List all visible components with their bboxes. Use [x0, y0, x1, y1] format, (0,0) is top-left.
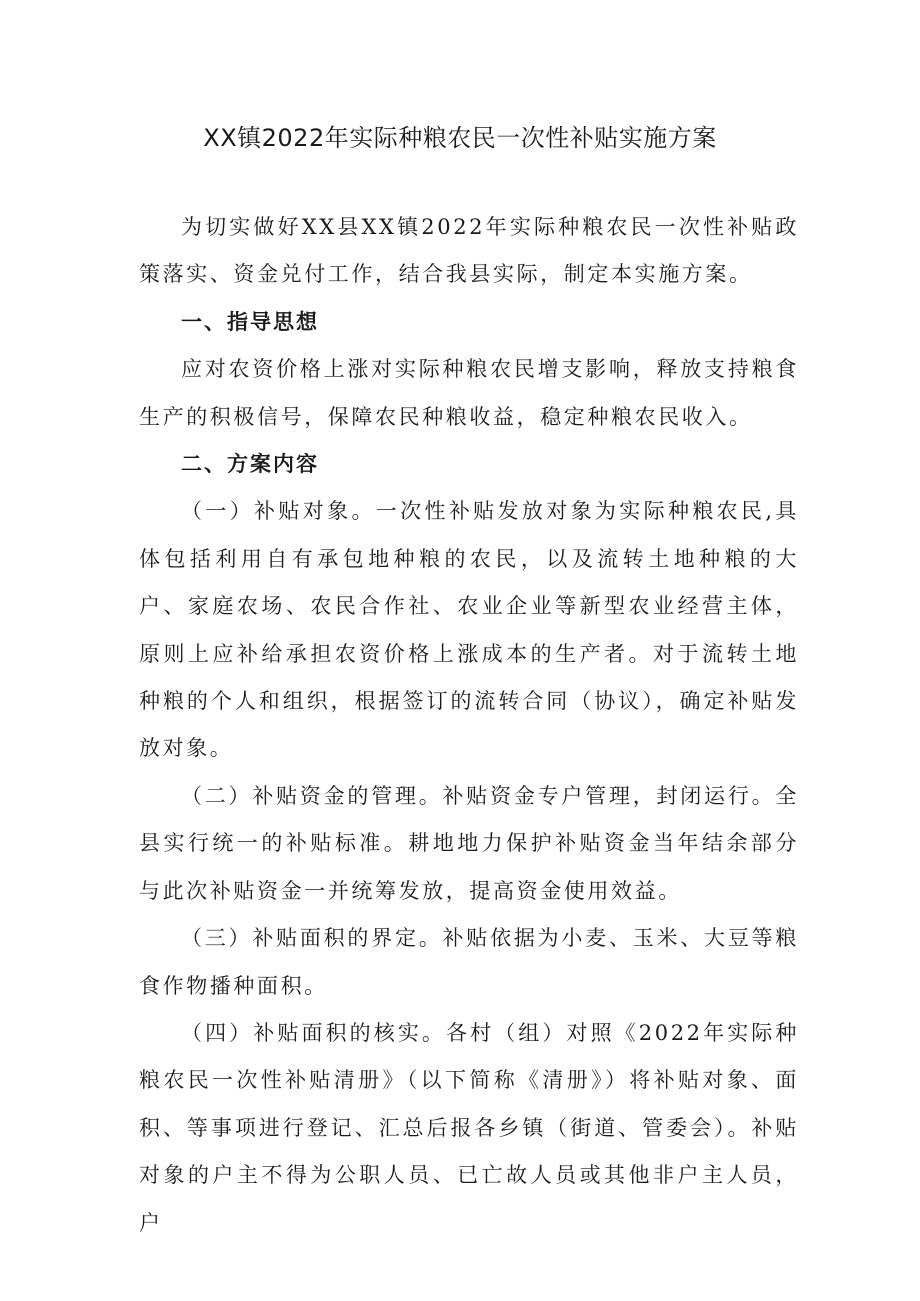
- section2-paragraph-subsidy-target: （一）补贴对象。一次性补贴发放对象为实际种粮农民,具体包括利用自有承包地种粮的农民，以及流转土地种粮的大户、家庭农场、农民合作社、农业企业等新型农业经营主体，原则上应补给承担农资价格上涨成本的生产者。对于流转土地种粮的个人和组织，根据签订的流转合同（协议），确定补贴发放对象。: [139, 499, 799, 761]
- intro-paragraph: 为切实做好XX县XX镇2022年实际种粮农民一次性补贴政策落实、资金兑付工作，结合我县实际，制定本实施方案。: [139, 215, 799, 287]
- section-heading-plan-content: 二、方案内容: [181, 452, 319, 477]
- document-title: XX镇2022年实际种粮农民一次性补贴实施方案: [203, 124, 717, 152]
- document-body: [139, 204, 799, 1247]
- section2-paragraph-area-definition: （三）补贴面积的界定。补贴依据为小麦、玉米、大豆等粮食作物播种面积。: [139, 926, 799, 998]
- section1-paragraph: 应对农资价格上涨对实际种粮农民增支影响，释放支持粮食生产的积极信号，保障农民种粮收益，稳定种粮农民收入。: [139, 357, 799, 429]
- section-heading-guiding-ideology: 一、指导思想: [181, 309, 319, 334]
- section2-paragraph-area-verification: （四）补贴面积的核实。各村（组）对照《2022年实际种粮农民一次性补贴清册》（以下简称《清册》）将补贴对象、面积、等事项进行登记、汇总后报各乡镇（街道、管委会）。补贴对象的户主不得为公职人员、已亡故人员或其他非户主人员，户: [139, 1020, 799, 1235]
- section2-paragraph-fund-management: （二）补贴资金的管理。补贴资金专户管理，封闭运行。全县实行统一的补贴标准。耕地地力保护补贴资金当年结余部分与此次补贴资金一并统筹发放，提高资金使用效益。: [139, 783, 799, 903]
